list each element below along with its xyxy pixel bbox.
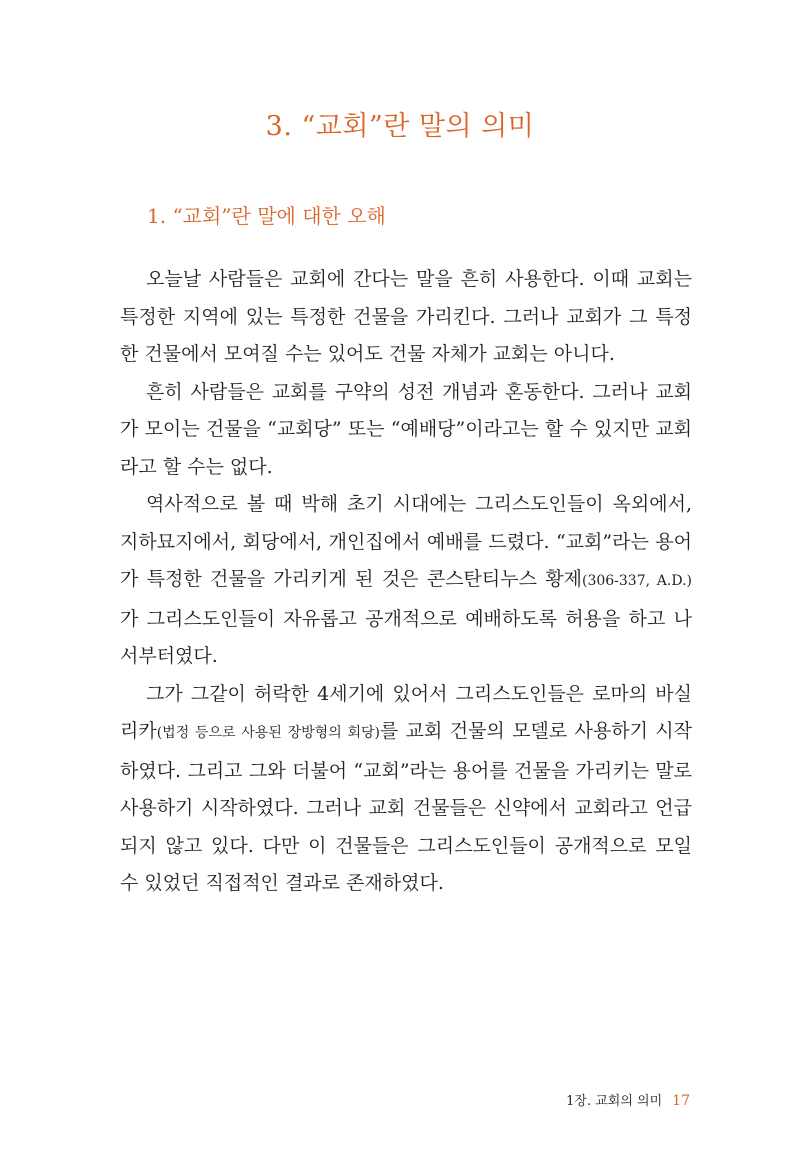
paragraph-1: 오늘날 사람들은 교회에 간다는 말을 흔히 사용한다. 이때 교회는 특정한 지역에 있는 특정한 건물을 가리킨다. 그러나 교회가 그 특정한 건물에서 모여질 수는 있어도 건물 자체가 교회는 아니다.	[120, 268, 692, 365]
page-number: 17	[672, 1093, 690, 1109]
footer-chapter: 1장. 교회의 의미	[566, 1094, 663, 1109]
body-text	[120, 261, 692, 903]
page-footer	[566, 1090, 690, 1109]
paragraph-3-date-note: (306-337, A.D.)	[581, 573, 692, 589]
section-heading: 1. “교회”란 말에 대한 오해	[147, 204, 386, 228]
paragraph-3	[120, 486, 692, 676]
paragraph-4-text-a: 그가 그같이 허락한 4세기에 있어서 그리스도인들은 로마의 바실리카	[120, 682, 692, 742]
paragraph-2: 흔히 사람들은 교회를 구약의 성전 개념과 혼동한다. 그러나 교회가 모이는 건물을 “교회당” 또는 “예배당”이라고는 할 수 있지만 교회라고 할 수는 없다.	[120, 380, 692, 478]
paragraph-4-basilica-note: (법정 등으로 사용된 장방형의 회당)	[156, 725, 380, 741]
paragraph-4-text-c: 를 교회 건물의 모델로 사용하기 시작하였다. 그리고 그와 더불어 “교회”라는 용어를 건물을 가리키는 말로 사용하기 시작하였다. 그러나 교회 건물들은 신약에서 교회라고 언급되지 않고 있다. 다만 이 건물들은 그리스도인들이 공개적으로 모일 수 있었던 직접적인 결과로 존재하였다.	[120, 720, 692, 894]
paragraph-3-text-a: 역사적으로 볼 때 박해 초기 시대에는 그리스도인들이 옥외에서, 지하묘지에서, 회당에서, 개인집에서 예배를 드렸다. “교회”라는 용어가 특정한 건물을 가리키게 된 것은 콘스탄티누스 황제	[120, 493, 692, 590]
paragraph-4	[120, 676, 692, 903]
page-title: 3. “교회”란 말의 의미	[265, 111, 535, 142]
paragraph-3-text-c: 가 그리스도인들이 자유롭고 공개적으로 예배하도록 허용을 하고 나서부터였다.	[120, 607, 692, 667]
